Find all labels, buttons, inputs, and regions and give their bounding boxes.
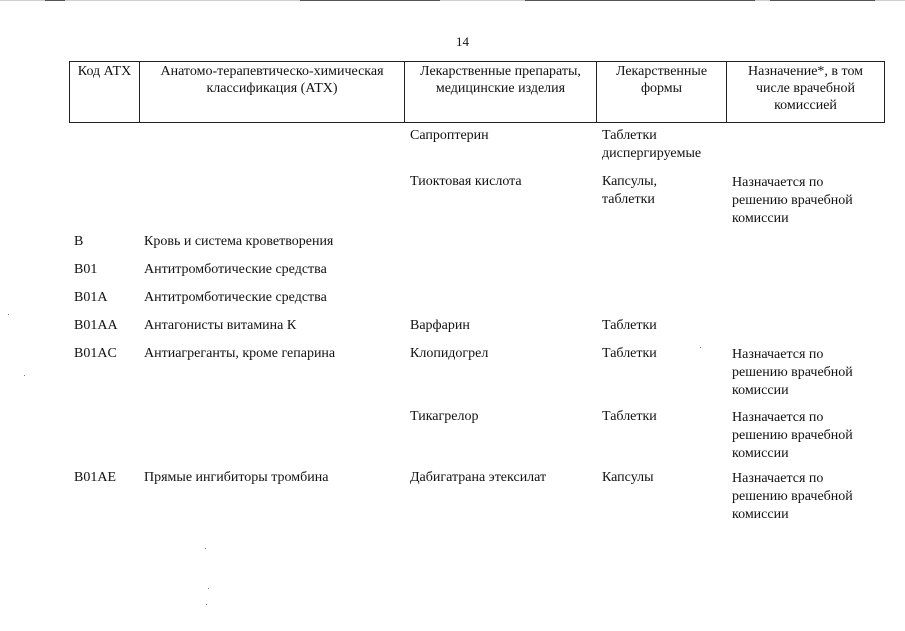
row-classification: Прямые ингибиторы тромбина [144, 470, 329, 485]
row-drug: Тиоктовая кислота [410, 174, 522, 189]
row-form: Таблетки [602, 346, 657, 361]
row-classification: Кровь и система кроветворения [144, 234, 334, 249]
row-classification: Антитромботические средства [144, 290, 327, 305]
row-form: Таблетки диспергируемые [602, 128, 702, 161]
scan-speck [8, 314, 9, 315]
row-drug: Сапроптерин [410, 128, 489, 143]
row-drug: Клопидогрел [410, 346, 489, 361]
scan-speck [206, 604, 207, 605]
row-form: Таблетки [602, 318, 657, 333]
row-form: Таблетки [602, 409, 657, 424]
row-note: Назначается по решению врачебной комиссии [732, 175, 853, 226]
scan-speck [700, 347, 701, 348]
row-form: Капсулы, таблетки [602, 174, 657, 207]
row-classification: Антитромботические средства [144, 262, 327, 277]
row-note: Назначается по решению врачебной комиссии [732, 410, 853, 461]
row-classification: Антагонисты витамина К [144, 318, 297, 333]
header-purpose: Назначение*, в том числе врачебной комиссией [727, 62, 885, 123]
header-code: Код АТХ [70, 62, 140, 123]
row-note: Назначается по решению врачебной комиссии [732, 471, 853, 522]
page-number: 14 [456, 34, 469, 49]
header-classification: Анатомо-терапевтическо-химическая классификация (АТХ) [140, 62, 405, 123]
scan-speck [208, 588, 209, 589]
row-code: B [74, 234, 84, 249]
row-classification: Антиагреганты, кроме гепарина [144, 346, 336, 361]
row-drug: Варфарин [410, 318, 470, 333]
header-forms: Лекарственные формы [597, 62, 727, 123]
row-code: B01AA [74, 318, 118, 333]
row-code: B01AE [74, 470, 116, 485]
row-drug: Дабигатрана этексилат [410, 470, 547, 485]
scan-speck [205, 548, 206, 549]
row-code: B01 [74, 262, 98, 277]
scan-speck [24, 375, 25, 376]
header-drugs: Лекарственные препараты, медицинские изделия [405, 62, 597, 123]
row-drug: Тикагрелор [410, 409, 479, 424]
row-code: B01AC [74, 346, 117, 361]
row-note: Назначается по решению врачебной комиссии [732, 347, 853, 398]
row-form: Капсулы [602, 470, 654, 485]
row-code: B01A [74, 290, 108, 305]
